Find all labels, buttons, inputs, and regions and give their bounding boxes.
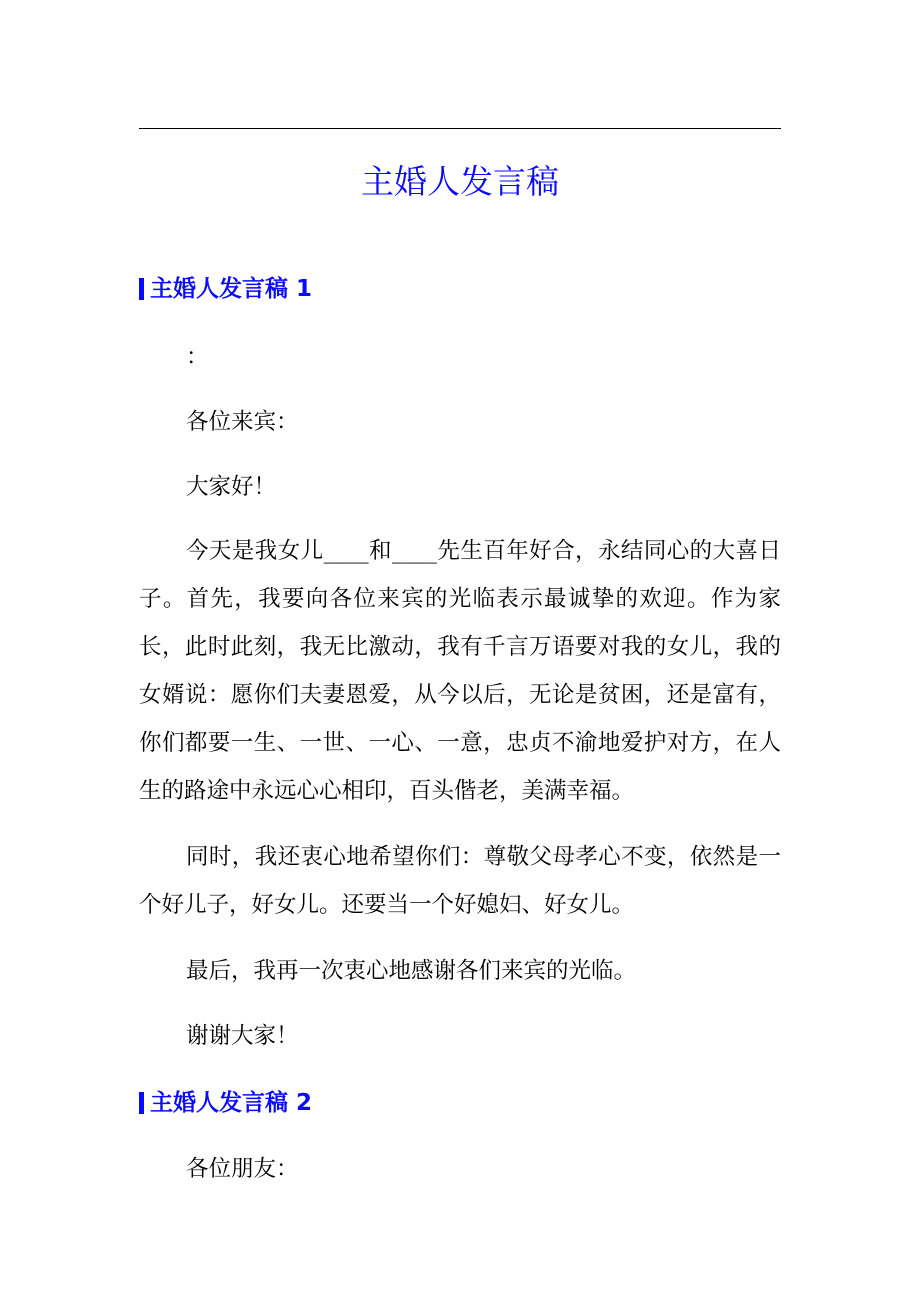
paragraph: 谢谢大家！	[186, 1023, 299, 1049]
document-title: 主婚人发言稿	[361, 162, 559, 201]
paragraph: 大家好！	[186, 474, 277, 500]
section-heading-1	[139, 273, 312, 305]
paragraph: 同时，我还衷心地希望你们：尊敬父母孝心不变，依然是一个好儿子，好女儿。还要当一个好媳妇、好女儿。	[139, 844, 781, 918]
heading-marker	[139, 278, 144, 300]
paragraph: 最后，我再一次衷心地感谢各们来宾的光临。	[186, 958, 637, 984]
heading-marker	[139, 1092, 144, 1114]
paragraph: 各位朋友：	[186, 1156, 299, 1182]
top-divider	[139, 128, 781, 129]
paragraph: 各位来宾：	[186, 409, 299, 435]
section-heading-2	[139, 1087, 312, 1119]
paragraph: 今天是我女儿____和____先生百年好合，永结同心的大喜日子。首先，我要向各位来宾的光临表示最诚挚的欢迎。作为家长，此时此刻，我无比激动，我有千言万语要对我的女儿，我的女婿说：愿你们夫妻恩爱，从今以后，无论是贫困，还是富有，你们都要一生、一世、一心、一意，忠贞不渝地爱护对方，在人生的路途中永远心心相印，百头偕老，美满幸福。	[139, 538, 781, 804]
paragraph: ：	[186, 344, 209, 370]
section-heading-text: 主婚人发言稿 2	[150, 1090, 313, 1116]
section-heading-text: 主婚人发言稿 1	[150, 276, 313, 302]
